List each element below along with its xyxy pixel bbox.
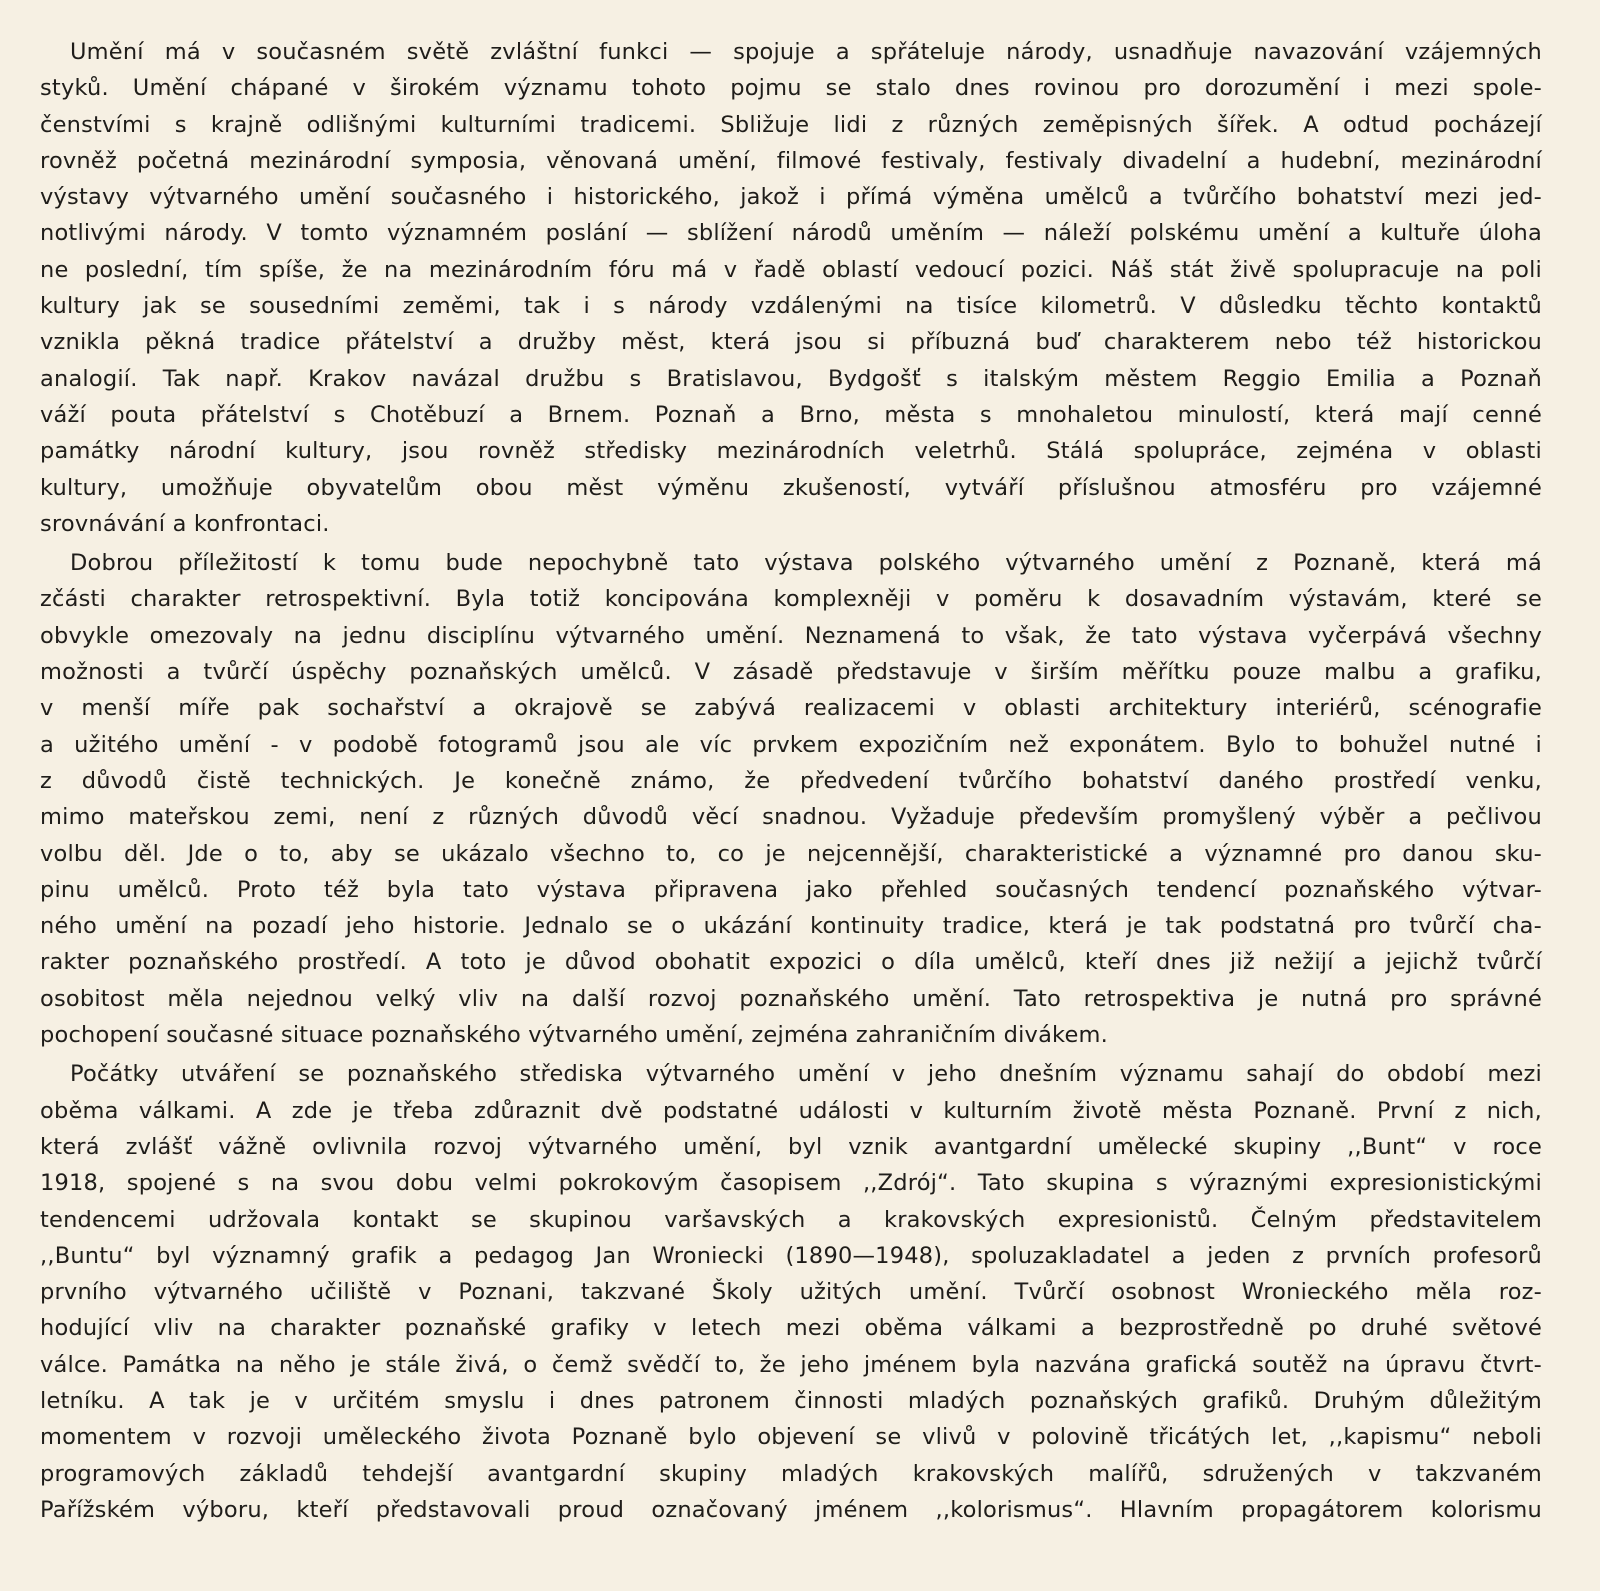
text-line: z důvodů čistě technických. Je konečně známo, že předvedení tvůrčího bohatství daného prostředí venku,: [40, 767, 1542, 794]
text-line: obvykle omezovaly na jednu disciplínu výtvarného umění. Neznamená to však, že tato výstava vyčerpává všechny: [40, 622, 1542, 649]
text-line: kultury jak se sousedními zeměmi, tak i s národy vzdálenými na tisíce kilometrů. V důsledku těchto kontaktů: [40, 293, 1542, 320]
text-line: a užitého umění - v podobě fotogramů jsou ale víc prvkem expozičním než exponátem. Bylo to bohužel nutné i: [40, 731, 1542, 758]
text-line: styků. Umění chápané v širokém významu tohoto pojmu se stalo dnes rovinou pro dorozumění i mezi spole-: [40, 75, 1542, 102]
text-line: váží pouta přátelství s Chotěbuzí a Brnem. Poznaň a Brno, města s mnohaletou minulostí, která mají cenné: [40, 401, 1542, 428]
text-line: prvního výtvarného učiliště v Poznani, takzvané Školy užitých umění. Tvůrčí osobnost Wronieckého měla roz-: [40, 1279, 1542, 1306]
text-line: hodující vliv na charakter poznaňské grafiky v letech mezi oběma válkami a bezprostředně po druhé světové: [40, 1315, 1542, 1342]
text-line: rakter poznaňského prostředí. A toto je důvod obohatit expozici o díla umělců, kteří dnes již nežijí a jejichž tvůrčí: [40, 949, 1542, 976]
text-line: která zvlášť vážně ovlivnila rozvoj výtvarného umění, byl vznik avantgardní umělecké skupiny ,,Bunt“ v roce: [40, 1133, 1542, 1160]
text-line: pochopení současné situace poznaňského výtvarného umění, zejména zahraničním divákem.: [40, 1022, 1108, 1049]
text-line: volbu děl. Jde o to, aby se ukázalo všechno to, co je nejcennější, charakteristické a významné pro danou sku-: [40, 840, 1542, 867]
text-line: osobitost měla nejednou velký vliv na další rozvoj poznaňského umění. Tato retrospektiva je nutná pro správné: [40, 985, 1542, 1012]
text-line: mimo mateřskou zemi, není z různých důvodů věcí snadnou. Vyžaduje především promyšlený výběr a pečlivou: [40, 804, 1542, 831]
text-line: ,,Buntu“ byl významný grafik a pedagog Jan Wroniecki (1890—1948), spoluzakladatel a jeden z prvních profesorů: [40, 1242, 1542, 1269]
text-line: možnosti a tvůrčí úspěchy poznaňských umělců. V zásadě představuje v širším měřítku pouze malbu a grafiku,: [40, 659, 1542, 686]
paragraph-1: [40, 34, 1542, 542]
text-line: analogií. Tak např. Krakov navázal družbu s Bratislavou, Bydgošť s italským městem Reggio Emilia a Poznaň: [40, 365, 1542, 392]
text-line: Pařížském výboru, kteří představovali proud označovaný jménem ,,kolorismus“. Hlavním propagátorem kolorismu: [40, 1496, 1542, 1523]
text-line: památky národní kultury, jsou rovněž středisky mezinárodních veletrhů. Stálá spolupráce, zejména v oblasti: [40, 438, 1542, 465]
text-line: Umění má v současném světě zvláštní funkci — spojuje a spřáteluje národy, usnadňuje navazování vzájemných: [70, 39, 1542, 65]
text-line: kultury, umožňuje obyvatelům obou měst výměnu zkušeností, vytváří příslušnou atmosféru pro vzájemné: [40, 474, 1542, 501]
text-line: ného umění na pozadí jeho historie. Jednalo se o ukázání kontinuity tradice, která je tak podstatná pro tvůrčí cha-: [40, 913, 1542, 940]
text-line: ne poslední, tím spíše, že na mezinárodním fóru má v řadě oblastí vedoucí pozici. Náš stát živě spolupracuje na poli: [40, 256, 1542, 283]
text-line: v menší míře pak sochařství a okrajově se zabývá realizacemi v oblasti architektury interiérů, scénografie: [40, 695, 1542, 722]
paragraph-3: [40, 1056, 1542, 1528]
text-line: srovnávání a konfrontaci.: [40, 510, 330, 537]
text-line: pinu umělců. Proto též byla tato výstava připravena jako přehled současných tendencí poznaňského výtvar-: [40, 876, 1542, 903]
text-line: notlivými národy. V tomto významném poslání — sblížení národů uměním — náleží polskému umění a kultuře úloha: [40, 220, 1542, 247]
text-line: momentem v rozvoji uměleckého života Poznaně bylo objevení se vlivů v polovině třicátých let, ,,kapismu“ neboli: [40, 1424, 1542, 1451]
text-line: programových základů tehdejší avantgardní skupiny mladých krakovských malířů, sdružených v takzvaném: [40, 1460, 1542, 1487]
text-line: čenstvími s krajně odlišnými kulturními tradicemi. Sbližuje lidi z různých zeměpisných šířek. A odtud pocházejí: [40, 111, 1542, 138]
text-line: vznikla pěkná tradice přátelství a družby měst, která jsou si příbuzná buď charakterem nebo též historickou: [40, 329, 1542, 356]
text-line: Dobrou příležitostí k tomu bude nepochybně tato výstava polského výtvarného umění z Poznaně, která má: [70, 550, 1542, 577]
text-line: výstavy výtvarného umění současného i historického, jakož i přímá výměna umělců a tvůrčího bohatství mezi jed-: [40, 184, 1542, 211]
text-line: 1918, spojené s na svou dobu velmi pokrokovým časopisem ,,Zdrój“. Tato skupina s výraznými expresionistickými: [40, 1170, 1542, 1197]
text-line: Počátky utváření se poznaňského střediska výtvarného umění v jeho dnešním významu sahají do období mezi: [70, 1061, 1542, 1088]
text-line: válce. Památka na něho je stále živá, o čemž svědčí to, že jeho jménem byla nazvána grafická soutěž na úpravu čtvrt-: [40, 1351, 1542, 1378]
text-line: tendencemi udržovala kontakt se skupinou varšavských a krakovských expresionistů. Čelným představitelem: [40, 1206, 1542, 1233]
text-line: oběma válkami. A zde je třeba zdůraznit dvě podstatné události v kulturním životě města Poznaně. První z nich,: [40, 1097, 1542, 1124]
paragraph-2: [40, 545, 1542, 1053]
document-page: [40, 34, 1542, 1564]
text-line: rovněž početná mezinárodní symposia, věnovaná umění, filmové festivaly, festivaly divadelní a hudební, mezinárodní: [40, 147, 1542, 174]
text-line: zčásti charakter retrospektivní. Byla totiž koncipována komplexněji v poměru k dosavadním výstavám, které se: [40, 586, 1542, 613]
text-line: letníku. A tak je v určitém smyslu i dnes patronem činnosti mladých poznaňských grafiků. Druhým důležitým: [40, 1387, 1542, 1414]
